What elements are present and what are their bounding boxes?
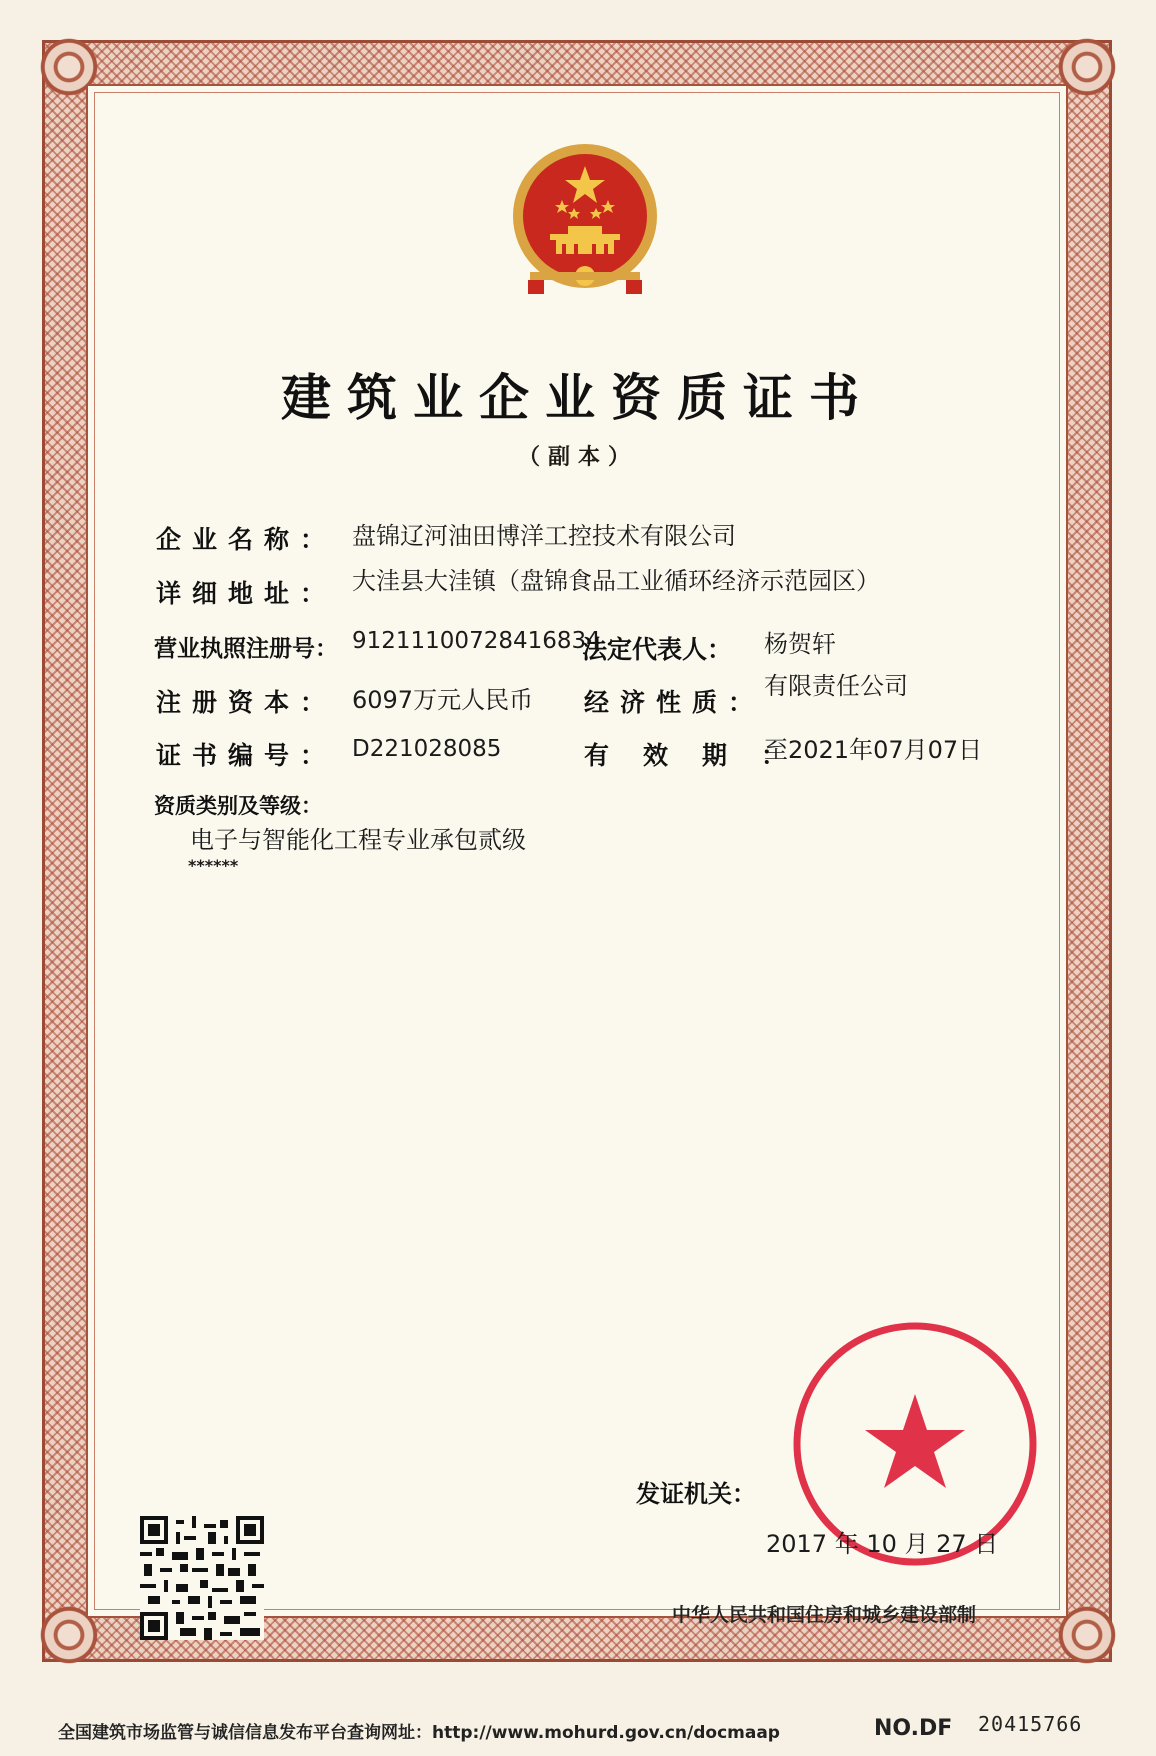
- validity-label: 有效期：: [584, 741, 821, 770]
- company-name-value: 盘锦辽河油田博洋工控技术有限公司: [352, 522, 736, 550]
- cert-no-label: 证书编号：: [156, 741, 337, 770]
- query-url-text: 全国建筑市场监管与诚信信息发布平台查询网址：http://www.mohurd.gov.cn/docmaap: [58, 1723, 780, 1743]
- license-no-label: 营业执照注册号：: [154, 636, 338, 662]
- capital-value: 6097万元人民币: [352, 686, 534, 714]
- certificate-subtitle: （副本）: [517, 445, 638, 470]
- legal-rep-label: 法定代表人：: [582, 635, 733, 664]
- qr-code-icon: [140, 1516, 264, 1640]
- issuer-label: 发证机关：: [636, 1480, 756, 1508]
- address-label: 详细地址：: [156, 579, 337, 608]
- serial-prefix: NO.DF: [874, 1716, 953, 1741]
- nature-value: 有限责任公司: [764, 672, 908, 700]
- validity-value: 至2021年07月07日: [764, 736, 983, 764]
- national-emblem-icon: [510, 138, 660, 298]
- company-name-label: 企业名称：: [156, 525, 337, 554]
- capital-label: 注册资本：: [156, 688, 337, 717]
- address-value: 大洼县大洼镇（盘锦食品工业循环经济示范园区）: [352, 567, 880, 595]
- nature-label: 经济性质：: [584, 688, 765, 717]
- qualification-label: 资质类别及等级：: [154, 794, 322, 818]
- cert-no-value: D221028085: [352, 736, 502, 762]
- qualification-value: 电子与智能化工程专业承包贰级: [190, 826, 526, 854]
- certificate-title: 建筑业企业资质证书: [281, 368, 875, 427]
- serial-number: 20415766: [978, 1712, 1083, 1736]
- issuing-ministry: 中华人民共和国住房和城乡建设部制: [672, 1604, 977, 1626]
- legal-rep-value: 杨贺轩: [764, 630, 836, 658]
- qualification-end-mark: ******: [188, 856, 239, 875]
- license-no-value: 91211100728416834: [352, 628, 601, 654]
- issue-date: 2017 年 10 月 27 日: [766, 1530, 999, 1558]
